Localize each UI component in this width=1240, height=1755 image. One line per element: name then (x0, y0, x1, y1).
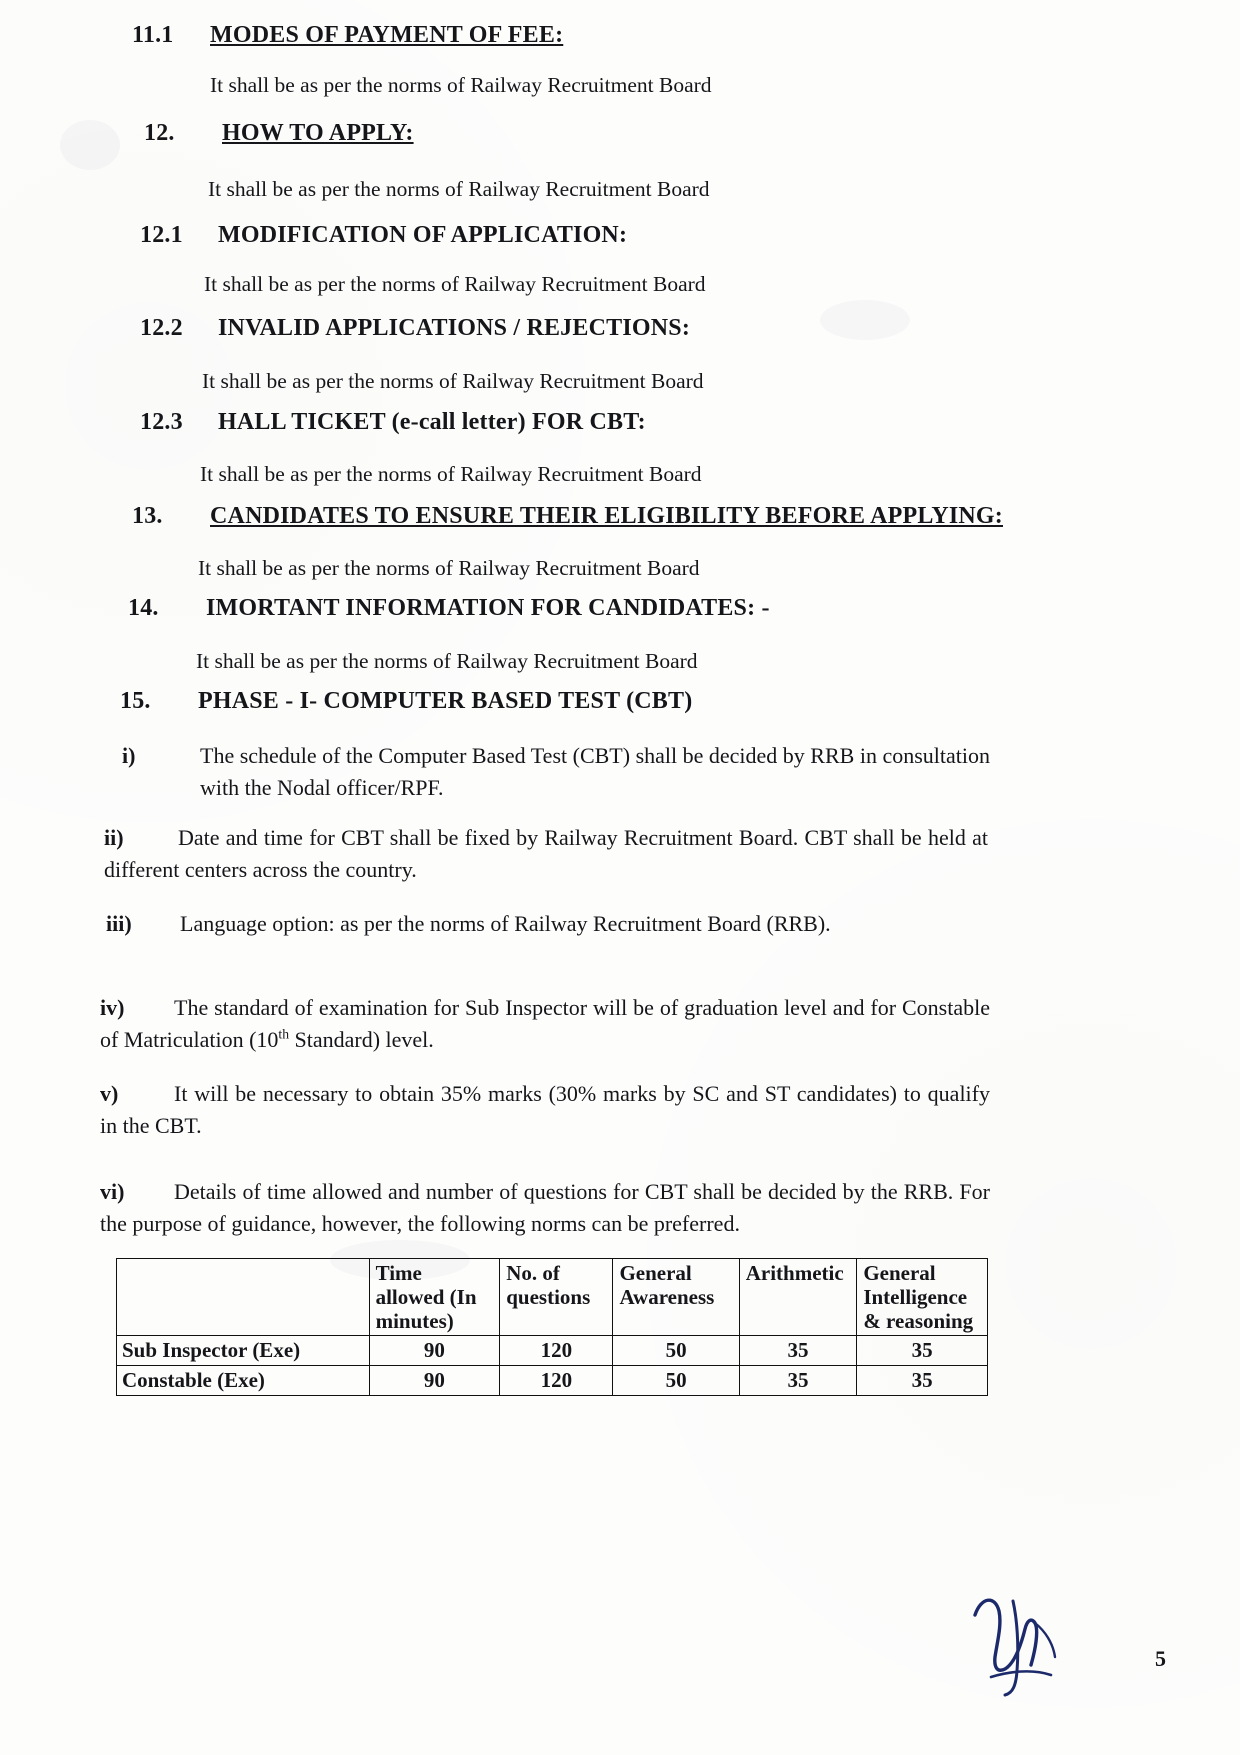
section-title: HOW TO APPLY: (222, 120, 414, 146)
page-number: 5 (1155, 1646, 1166, 1671)
section-number: 12.3 (140, 409, 183, 435)
table-header-cell-general-awareness: General Awareness (613, 1259, 739, 1336)
clause-marker: iv) (100, 995, 125, 1020)
table-cell-post: Sub Inspector (Exe) (117, 1336, 370, 1366)
table-header-cell-general-intelligence: General Intelligence & reasoning (857, 1259, 988, 1336)
clause-ii (104, 822, 988, 886)
table-cell-time: 90 (369, 1366, 500, 1396)
clause-i (122, 740, 990, 804)
section-heading-12-1 (140, 222, 627, 249)
clause-marker: ii) (104, 825, 124, 850)
table-cell-time: 90 (369, 1336, 500, 1366)
paper-smudge (820, 300, 910, 340)
table-header-cell-time: Time allowed (In minutes) (369, 1259, 500, 1336)
cbt-norms-table (116, 1258, 988, 1396)
section-number: 15. (120, 688, 151, 714)
section-number: 12. (144, 120, 175, 146)
table-cell-post: Constable (Exe) (117, 1366, 370, 1396)
section-heading-12 (144, 120, 414, 147)
table-row (117, 1366, 988, 1396)
table-cell-general-awareness: 50 (613, 1366, 739, 1396)
section-title: CANDIDATES TO ENSURE THEIR ELIGIBILITY BEFORE APPLYING: (210, 503, 1003, 529)
section-body-12-1: It shall be as per the norms of Railway Recruitment Board (204, 272, 706, 296)
clause-marker: iii) (106, 911, 132, 936)
clause-marker: vi) (100, 1179, 125, 1204)
section-title: IMORTANT INFORMATION FOR CANDIDATES: - (206, 595, 770, 621)
section-heading-11-1 (132, 22, 563, 49)
section-number: 12.2 (140, 315, 183, 341)
table-cell-questions: 120 (500, 1366, 613, 1396)
table-cell-arithmetic: 35 (739, 1336, 857, 1366)
table-cell-general-awareness: 50 (613, 1336, 739, 1366)
clause-text: It will be necessary to obtain 35% marks (30% marks by SC and ST candidates) to qualify in the CBT. (100, 1081, 990, 1138)
table-header-cell-questions: No. of questions (500, 1259, 613, 1336)
clause-v (100, 1078, 990, 1142)
section-title: MODES OF PAYMENT OF FEE: (210, 22, 564, 48)
section-body-12: It shall be as per the norms of Railway Recruitment Board (208, 177, 710, 201)
clause-iii (106, 908, 986, 940)
clause-text-part-2: Standard) level. (289, 1026, 434, 1052)
table-cell-general-intelligence: 35 (857, 1336, 988, 1366)
signature-mark (955, 1585, 1075, 1705)
section-body-13: It shall be as per the norms of Railway Recruitment Board (198, 556, 700, 580)
section-body-12-2: It shall be as per the norms of Railway Recruitment Board (202, 369, 704, 393)
section-title: INVALID APPLICATIONS / REJECTIONS: (218, 315, 691, 341)
section-heading-13 (132, 503, 1003, 530)
section-number: 14. (128, 595, 159, 621)
section-title: MODIFICATION OF APPLICATION: (218, 222, 628, 248)
clause-vi (100, 1176, 990, 1240)
paper-smudge (60, 120, 120, 170)
clause-marker: v) (100, 1081, 119, 1106)
section-number: 13. (132, 503, 163, 529)
table-cell-questions: 120 (500, 1336, 613, 1366)
table-header-row (117, 1259, 988, 1336)
clause-iv (100, 992, 990, 1056)
section-body-11-1: It shall be as per the norms of Railway Recruitment Board (210, 73, 712, 97)
table-cell-arithmetic: 35 (739, 1366, 857, 1396)
table-cell-general-intelligence: 35 (857, 1366, 988, 1396)
section-body-14: It shall be as per the norms of Railway Recruitment Board (196, 649, 698, 673)
section-number: 11.1 (132, 22, 174, 48)
clause-text: Date and time for CBT shall be fixed by Railway Recruitment Board. CBT shall be held at different centers across the country. (104, 825, 988, 882)
clause-text: The schedule of the Computer Based Test (CBT) shall be decided by RRB in consultation with the Nodal officer/RPF. (200, 743, 990, 800)
table-header-cell-arithmetic: Arithmetic (739, 1259, 857, 1336)
table-row (117, 1336, 988, 1366)
cbt-norms-table-wrapper (116, 1258, 988, 1396)
table-header-cell-blank (117, 1259, 370, 1336)
clause-text: Details of time allowed and number of questions for CBT shall be decided by the RRB. For the purpose of guidance, however, the following norms can be preferred. (100, 1179, 990, 1236)
section-heading-15 (120, 688, 692, 715)
clause-text-superscript: th (278, 1026, 290, 1042)
clause-text-part-1: The standard of examination for Sub Inspector will be of graduation level and for Constable of Matriculation (10 (100, 995, 990, 1052)
section-heading-14 (128, 595, 770, 622)
section-heading-12-2 (140, 315, 690, 342)
clause-marker: i) (122, 743, 136, 768)
clause-text: Language option: as per the norms of Railway Recruitment Board (RRB). (180, 911, 831, 936)
clause-text (100, 992, 990, 1056)
section-title: HALL TICKET (e-call letter) FOR CBT: (218, 409, 646, 435)
section-body-12-3: It shall be as per the norms of Railway Recruitment Board (200, 462, 702, 486)
section-title: PHASE - I- COMPUTER BASED TEST (CBT) (198, 688, 693, 714)
section-number: 12.1 (140, 222, 183, 248)
section-heading-12-3 (140, 409, 646, 436)
